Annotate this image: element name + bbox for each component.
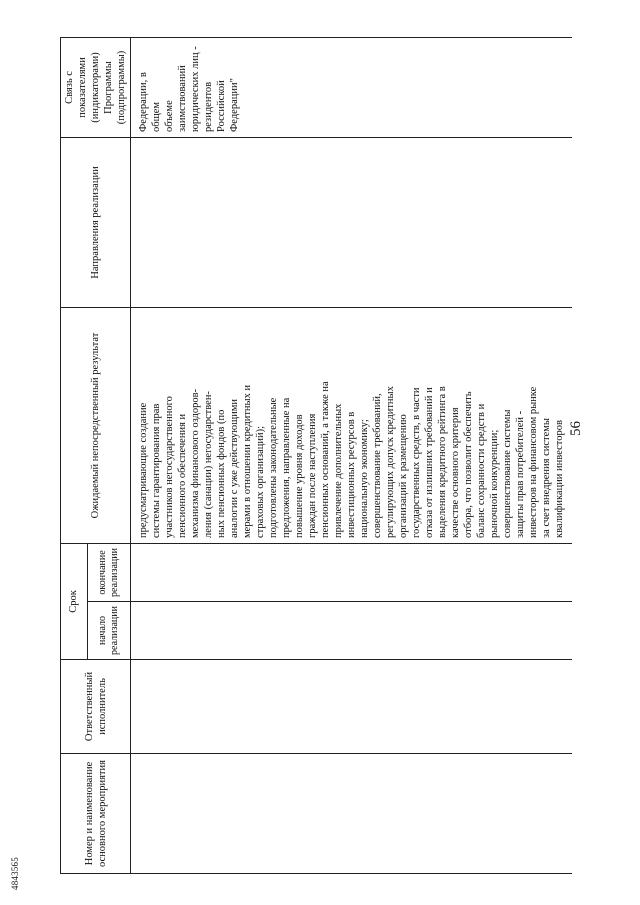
document-code: 4843565 <box>10 857 20 890</box>
header-start: начало реализации <box>87 602 130 660</box>
header-indicators: Связь с показателями (индикаторами) Программы (подпрограммы) <box>61 37 131 137</box>
header-expected-result: Ожидаемый непосредственный результат <box>61 307 131 543</box>
table-row <box>131 37 573 873</box>
program-measures-table <box>60 38 565 874</box>
header-directions: Направления реализации <box>61 137 131 307</box>
measures-table <box>60 37 572 874</box>
header-row-1 <box>61 37 88 873</box>
cell-number-name <box>131 754 573 874</box>
page-number: 56 <box>568 421 584 436</box>
cell-executor <box>131 660 573 754</box>
header-end: окончание реализации <box>87 543 130 601</box>
header-executor: Ответственный исполнитель <box>61 660 131 754</box>
cell-directions <box>131 137 573 307</box>
header-term: Срок <box>61 543 88 659</box>
header-number-name: Номер и наименование основного мероприятия <box>61 754 131 874</box>
cell-expected-result: предусматривающие создание системы гарантирования прав участников негосударственного пенсионного обеспечения и механизма финансового оздоров- ления (санации) негосударствен- ных пенсионных фондов (по аналогии с уже действующими мерами в отношении кредитных и страховых организаций); подготовлены законодательные предложения, направленные на повышение уровня доходов граждан после наступления пенсионных оснований, а также на привлечение дополнительных инвестиционных ресурсов в национальную экономику; совершенствование требований, регулирующих допуск кредитных организаций к размещению государственных средств, в части отказа от излишних требований и выделения кредитного рейтинга в качестве основного критерия отбора, что позволит обеспечить баланс сохранности средств и рыночной конкуренции; совершенствование системы защиты прав потребителей - инвесторов на финансовом рынке за счет внедрения системы квалификации инвесторов <box>131 307 573 543</box>
cell-indicators: Федерации, в общем объеме заимствований юридических лиц - резидентов Российской Федерации" <box>131 37 573 137</box>
cell-start <box>131 602 573 660</box>
cell-end <box>131 543 573 601</box>
